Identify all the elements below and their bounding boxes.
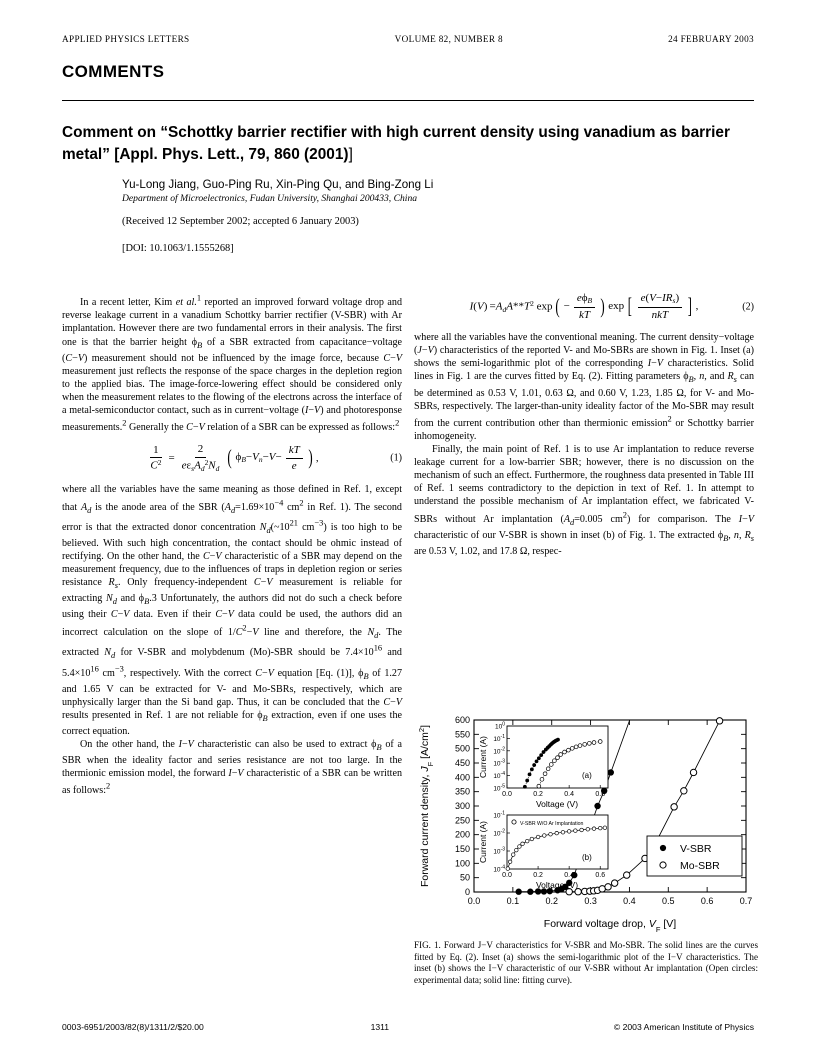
svg-text:250: 250 (454, 815, 470, 826)
svg-text:0.2: 0.2 (533, 791, 543, 798)
svg-text:350: 350 (454, 786, 470, 797)
inset-a-ylabel: Current (A) (478, 735, 488, 779)
svg-text:500: 500 (454, 743, 470, 754)
svg-text:0: 0 (464, 887, 470, 897)
svg-text:450: 450 (454, 758, 470, 768)
svg-text:10-2: $10^{-2}$ (493, 746, 505, 756)
svg-text:0.6: 0.6 (595, 791, 606, 798)
equation-1: $\frac{1}{C^2}$ = $\frac{2}{e\varepsilon_sA_d^2N_d}$ ( $\phi_B-V_n-V-$ $\frac{kT}{e}$ ) , (1) (150, 443, 402, 473)
paragraph-final: Finally, the main point of Ref. 1 is to use Ar implantation to reduce reverse leakage current for a low-barrier SBR; however, there is no discussion on the mechanism of such an effect. Furthermore, the roughness data presented in Table III of Ref. 1 seems contradictory to the depiction in text of Ref. 1. In attempt to understand the possible mechanism of Ar implantation effect, we fabricated V-SBRs without Ar implantation ($A_d=0.005$ $cm^2$) for comparison. The I−V characteristic of our V-SBR is shown in inset (b) of Fig. 1. The extracted $\phi_B$, n, $R_s$ are 0.53 V, 1.02, and 17.8 Ω, respec- (414, 444, 755, 557)
svg-text:10-4: $10^{-4}$ (493, 864, 505, 874)
x-axis-label: Forward voltage drop, $V_F$ [V] (543, 918, 677, 934)
article-title-main: Comment on “Schottky barrier rectifier with high current density using vanadium as barrier metal” (62, 124, 730, 163)
issue-date: 24 FEBRUARY 2003 (668, 34, 754, 44)
svg-text:10-2: $10^{-2}$ (493, 828, 505, 838)
page-footer (62, 1022, 754, 1032)
svg-text:400: 400 (454, 772, 470, 783)
chart-legend (647, 836, 742, 876)
copyright-line: © 2003 American Institute of Physics (613, 1022, 754, 1032)
received-dates: (Received 12 September 2002; accepted 6 January 2003) (122, 216, 359, 227)
figure-1 (414, 712, 758, 942)
inset-b-legend-marker (512, 820, 516, 824)
paragraph-after-eq1: where all the variables have the same meaning as those defined in Ref. 1, except that $A_d$ is the anode area of the SBR ($A_d=1.69\times 10^{-4}$ $cm^2$ in Ref. 1). The second error is that the extracted donor concentration $N_d(\sim 10^{21}$ $cm^{-3}$) is too high to be believed. With such high concentration, the contact should be ohmic instead of rectifying. On the other hand, the C−V characteristic of a SBR may depend on the measurement frequency, due to the influences of traps in depletion region or series resistance $R_s$. Only frequency-independent C−V measurement is reliable for extracting $N_d$ and $\phi_B.3$ Unfortunately, the authors did not do such a check before using their C−V data. Even if their C−V data could be used, the authors did an incorrect calculation on the slope of $1/C^2-V$ line and therefore, the $N_d$. The extracted $N_d$ for V-SBR and molybdenum (Mo)-SBR should be $7.4\times 10^{16}$ and $5.4\times 10^{16}$ $cm^{-3}$, respectively. With the correct C−V equation [Eq. (1)], $\phi_B$ of 1.27 and 1.65 V can be extracted for V- and Mo-SBRs, respectively, which are unphysically larger than the Si band gap. Thus, it can be concluded that the C−V results presented in Ref. 1 are not reliable for $\phi_B$ extraction, even if one uses the correct equation. (62, 484, 403, 737)
svg-text:10-4: $10^{-4}$ (493, 771, 505, 781)
equation-2: $I(V) =A_dA**T^2$ exp ( − $\frac{e\phi_B}{kT}$ ) exp [ $\frac{e(V-IR_s)}{\text{nkT}}$ ] , (2) (469, 292, 754, 321)
page-title (62, 122, 762, 166)
inset-a-label: (a) (582, 771, 592, 780)
paragraph-iv-intro: On the other hand, the I−V characteristic can also be used to extract $\phi_B$ of a SBR when the ideality factor and series resistance are not too large. In the thermionic emission model, the forward I−V characteristic of a SBR can be written as follows:$^2$ (62, 738, 403, 797)
legend-marker-v-sbr (660, 845, 666, 851)
svg-text:300: 300 (454, 801, 470, 811)
inset-b-xlabel: Voltage (V) (535, 880, 579, 890)
svg-text:0.0: 0.0 (502, 872, 512, 879)
svg-text:0.4: 0.4 (564, 872, 575, 879)
page-number: 1311 (370, 1022, 390, 1032)
header-divider (62, 100, 754, 101)
legend-label-mo-sbr: Mo-SBR (680, 860, 720, 872)
paragraph-after-eq2: where all the variables have the conventional meaning. The current density−voltage (J−V) characteristics of the reported V- and Mo-SBRs are shown in Fig. 1. Inset (a) shows the semi-logarithmic plot of the corresponding I−V characteristics. Solid lines in Fig. 1 are the curves fitted by Eq. (2). Fitting parameters $\phi_B$, n, and $R_s$ can be determined as 0.53 V, 1.01, 0.63 Ω, and 0.60 V, 1.23, 1.85 Ω, for V- and Mo-SBRs, respectively. The larger-than-unity ideality factor of the Mo-SBR may result from the current contribution other than thermionic emission$^2$ or Schottky barrier inhomogeneity. (414, 332, 755, 443)
author-list: Yu-Long Jiang, Guo-Ping Ru, Xin-Ping Qu, and Bing-Zong Li (122, 178, 434, 191)
column-left (62, 292, 402, 798)
running-head (62, 34, 754, 44)
svg-text:0.5: 0.5 (662, 896, 675, 906)
svg-text:10-1: $10^{-1}$ (493, 733, 505, 743)
figure-1-svg (414, 712, 758, 937)
equation-2-number: (2) (742, 301, 754, 313)
y-axis-label: Forward current density, $J_F$ $[A/cm^2]$ (416, 724, 435, 888)
svg-text:100: 100 (454, 858, 470, 869)
svg-text:0.2: 0.2 (545, 896, 558, 906)
svg-text:0.6: 0.6 (700, 896, 714, 906)
svg-text:50: 50 (459, 872, 470, 883)
legend-label-v-sbr: V-SBR (680, 843, 712, 855)
svg-text:100: $10^0$ (494, 721, 505, 731)
svg-text:0.4: 0.4 (564, 791, 575, 798)
svg-text:0.0: 0.0 (502, 791, 512, 798)
svg-text:0.4: 0.4 (623, 896, 636, 906)
figure-caption: FIG. 1. Forward J−V characteristics for V-SBR and Mo-SBR. The solid lines are the curves fitted by Eq. (2). Inset (a) shows the semi-logarithmic plot of the I−V characteristics. The inset (b) shows the I−V characteristic of our V-SBR without Ar implantation (Open circles: experimental data; solid line: fitting curve). (414, 940, 758, 985)
svg-text:0.1: 0.1 (506, 896, 520, 906)
issn-line: 0003-6951/2003/82(8)/1311/2/$20.00 (62, 1022, 204, 1032)
paragraph-intro: In a recent letter, Kim et al.$^1$ reported an improved forward voltage drop and reverse leakage current in a vanadium Schottky barrier rectifier (V-SBR) with Ar implantation. However there are two fundamental errors in their analysis. The first one is that the barrier height $\phi_B$ of a SBR extracted from capacitance−voltage (C−V) measurement should not be influenced by the image force, because C−V measurement just reflects the response of the space charges in the depletion region to the applied bias. The image-force-lowering effect should be considered only when the measurement relates to the flowing of the electrons across the interface of a metal-semiconductor contact, such as in current−voltage (I−V) and photoresponse measurements.$^2$ Generally the C−V relation of a SBR can be expressed as follows:$^2$ (62, 294, 402, 434)
svg-text:10-1: $10^{-1}$ (493, 810, 505, 820)
svg-text:200: 200 (454, 829, 470, 840)
section-heading: COMMENTS (62, 62, 165, 81)
article-title-citation: [Appl. Phys. Lett., 79, 860 (2001) (114, 146, 349, 163)
svg-text:600: 600 (454, 715, 470, 725)
article-title-citation-close: ] (348, 146, 353, 163)
journal-name: APPLIED PHYSICS LETTERS (62, 34, 190, 44)
legend-marker-mo-sbr (660, 862, 666, 868)
svg-text:10-3: $10^{-3}$ (493, 758, 505, 768)
doi-line: [DOI: 10.1063/1.1555268] (122, 243, 234, 254)
inset-a-xlabel: Voltage (V) (535, 799, 579, 809)
svg-text:150: 150 (454, 844, 470, 854)
inset-b-ylabel: Current (A) (478, 820, 488, 864)
svg-text:0.2: 0.2 (533, 872, 543, 879)
svg-text:550: 550 (454, 729, 470, 740)
svg-text:0.0: 0.0 (467, 896, 481, 906)
svg-text:0.3: 0.3 (584, 896, 597, 906)
equation-1-number: (1) (390, 452, 402, 464)
svg-text:0.7: 0.7 (739, 896, 753, 906)
column-right (414, 292, 754, 558)
svg-text:10-5: $10^{-5}$ (493, 783, 505, 793)
inset-b-legend-label: V-SBR W/O Ar Implantation (520, 821, 584, 827)
svg-text:0.6: 0.6 (595, 872, 606, 879)
affiliation: Department of Microelectronics, Fudan University, Shanghai 200433, China (122, 193, 418, 204)
inset-b-label: (b) (582, 853, 592, 862)
svg-text:10-3: $10^{-3}$ (493, 846, 505, 856)
volume-issue: VOLUME 82, NUMBER 8 (394, 34, 503, 44)
